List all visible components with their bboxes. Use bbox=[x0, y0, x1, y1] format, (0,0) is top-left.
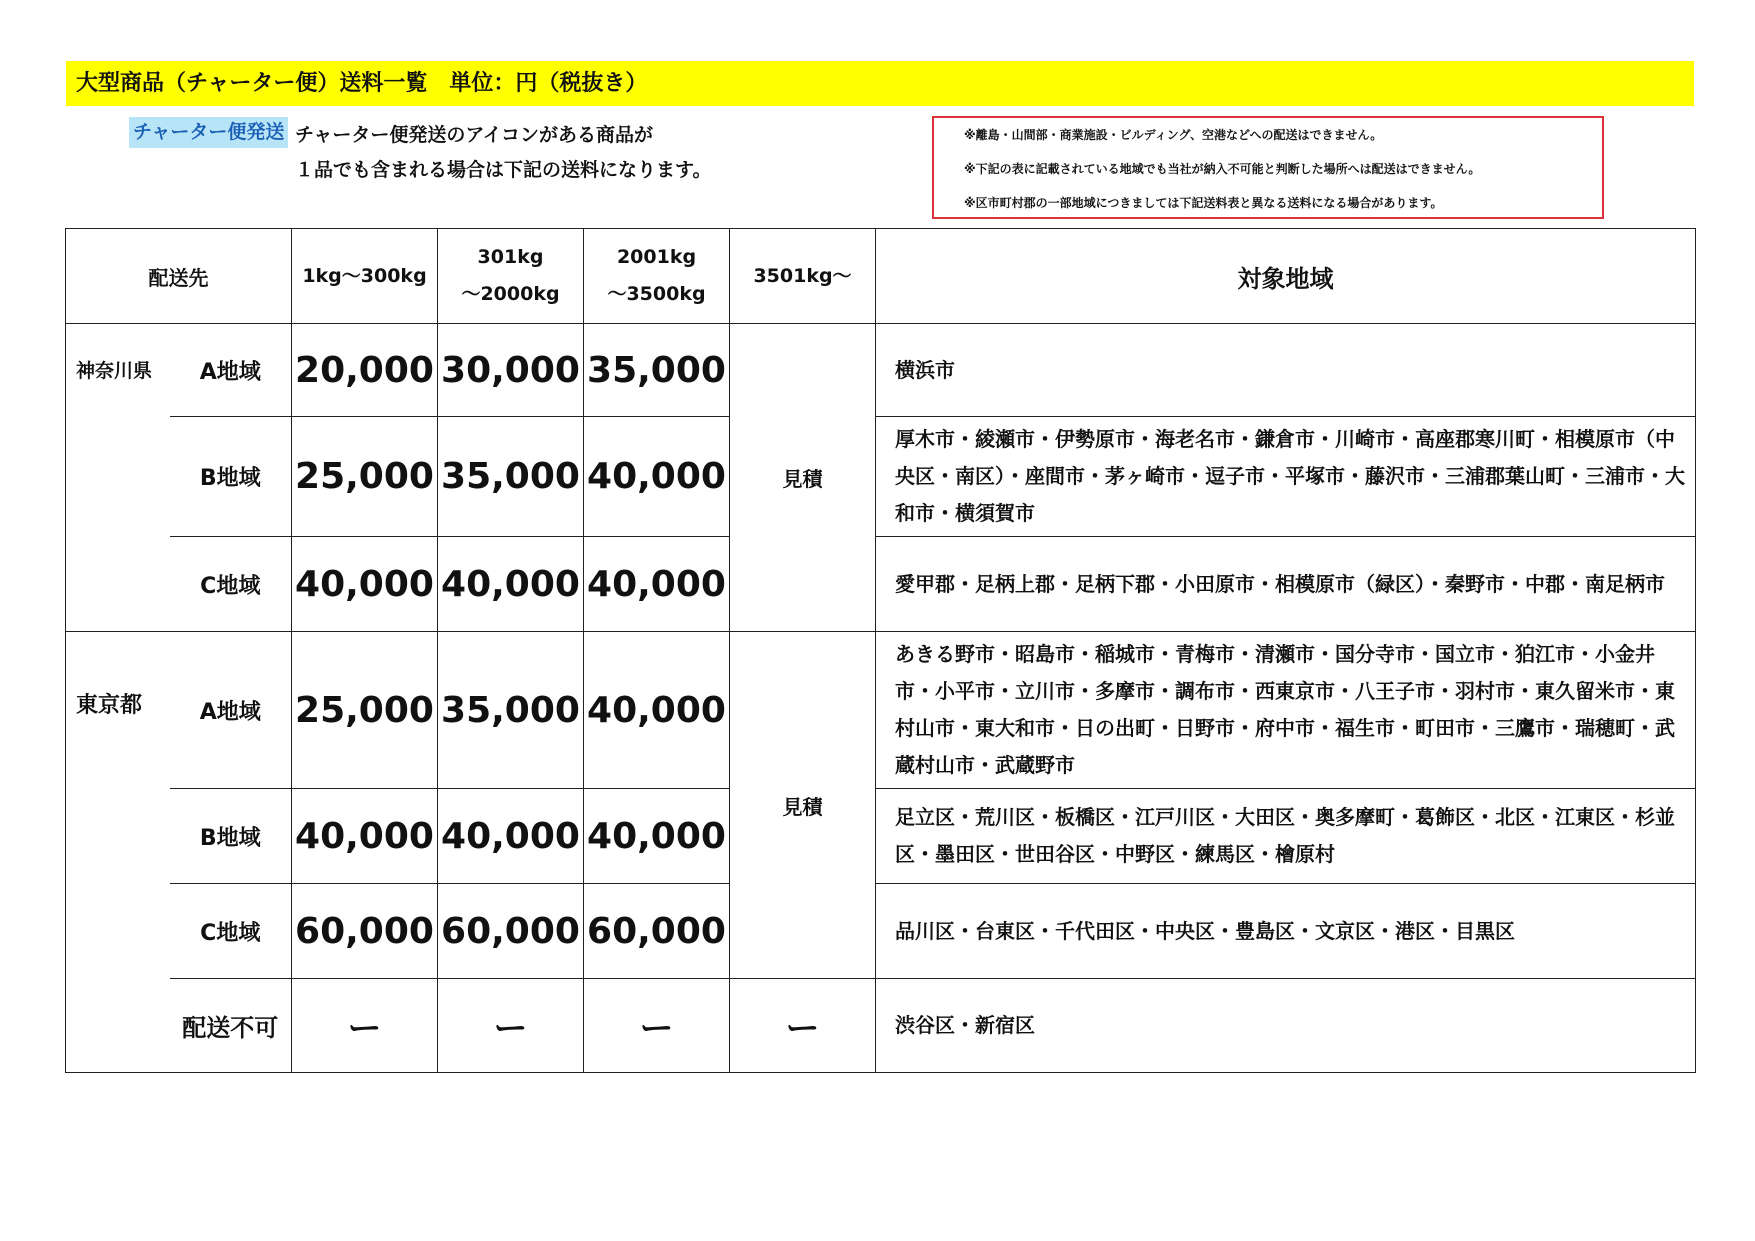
notice-item: ※区市町村郡の一部地域につきましては下記送料表と異なる送料になる場合があります。 bbox=[964, 196, 1443, 210]
target-areas: 品川区・台東区・千代田区・中央区・豊島区・文京区・港区・目黒区 bbox=[876, 884, 1696, 979]
region-label: C地域 bbox=[170, 884, 292, 979]
notice-item: ※下記の表に記載されている地域でも当社が納入不可能と判断した場所へは配送はできません。 bbox=[964, 162, 1481, 176]
prefecture-kanagawa: 神奈川県 bbox=[66, 324, 170, 632]
table-row bbox=[66, 789, 1696, 884]
region-label: 配送不可 bbox=[170, 979, 292, 1073]
price-cell: 40,000 bbox=[292, 789, 438, 884]
region-label: B地域 bbox=[170, 789, 292, 884]
notice-item: ※離島・山間部・商業施設・ビルディング、空港などへの配送はできません。 bbox=[964, 128, 1383, 142]
price-cell: 35,000 bbox=[438, 632, 584, 789]
price-cell: 40,000 bbox=[438, 789, 584, 884]
quote-cell: 見積 bbox=[730, 324, 876, 632]
price-cell: ー bbox=[438, 979, 584, 1073]
table-row bbox=[66, 979, 1696, 1073]
price-cell: 40,000 bbox=[292, 537, 438, 632]
table-row bbox=[66, 632, 1696, 789]
header-weight-1: 1kg～300kg bbox=[292, 229, 438, 324]
target-areas: 横浜市 bbox=[876, 324, 1696, 417]
price-cell: 40,000 bbox=[584, 537, 730, 632]
table-row bbox=[66, 537, 1696, 632]
price-cell: 40,000 bbox=[584, 632, 730, 789]
header-weight-2: 301kg ～2000kg bbox=[438, 229, 584, 324]
header-areas: 対象地域 bbox=[876, 229, 1696, 324]
header-weight-3: 2001kg ～3500kg bbox=[584, 229, 730, 324]
price-cell: 25,000 bbox=[292, 417, 438, 537]
price-cell: 60,000 bbox=[438, 884, 584, 979]
header-weight-4: 3501kg～ bbox=[730, 229, 876, 324]
intro-line-1: チャーター便発送のアイコンがある商品が bbox=[295, 124, 653, 146]
target-areas: 足立区・荒川区・板橋区・江戸川区・大田区・奥多摩町・葛飾区・北区・江東区・杉並区・墨田区・世田谷区・中野区・練馬区・檜原村 bbox=[876, 789, 1696, 884]
price-cell: 25,000 bbox=[292, 632, 438, 789]
target-areas: 愛甲郡・足柄上郡・足柄下郡・小田原市・相模原市（緑区）・秦野市・中郡・南足柄市 bbox=[876, 537, 1696, 632]
header-destination: 配送先 bbox=[66, 229, 292, 324]
price-cell: 35,000 bbox=[584, 324, 730, 417]
price-cell: 20,000 bbox=[292, 324, 438, 417]
target-areas: 渋谷区・新宿区 bbox=[876, 979, 1696, 1073]
price-cell: 40,000 bbox=[584, 417, 730, 537]
shipping-rate-table bbox=[65, 228, 1696, 1073]
price-cell: 30,000 bbox=[438, 324, 584, 417]
price-cell: ー bbox=[584, 979, 730, 1073]
charter-badge: チャーター便発送 bbox=[129, 117, 288, 148]
intro-line-2: １品でも含まれる場合は下記の送料になります。 bbox=[295, 159, 712, 181]
header-row bbox=[66, 229, 1696, 324]
region-label: A地域 bbox=[170, 324, 292, 417]
price-cell: 60,000 bbox=[584, 884, 730, 979]
target-areas: 厚木市・綾瀬市・伊勢原市・海老名市・鎌倉市・川崎市・高座郡寒川町・相模原市（中央区・南区）・座間市・茅ヶ崎市・逗子市・平塚市・藤沢市・三浦郡葉山町・三浦市・大和市・横須賀市 bbox=[876, 417, 1696, 537]
price-cell: 60,000 bbox=[292, 884, 438, 979]
price-cell: ー bbox=[730, 979, 876, 1073]
price-cell: ー bbox=[292, 979, 438, 1073]
table-row bbox=[66, 884, 1696, 979]
notice-box bbox=[932, 116, 1604, 219]
prefecture-tokyo: 東京都 bbox=[66, 632, 170, 1073]
price-cell: 40,000 bbox=[438, 537, 584, 632]
table-row bbox=[66, 324, 1696, 417]
target-areas: あきる野市・昭島市・稲城市・青梅市・清瀬市・国分寺市・国立市・狛江市・小金井市・小平市・立川市・多摩市・調布市・西東京市・八王子市・羽村市・東久留米市・東村山市・東大和市・日の出町・日野市・府中市・福生市・町田市・三鷹市・瑞穂町・武蔵村山市・武蔵野市 bbox=[876, 632, 1696, 789]
price-cell: 40,000 bbox=[584, 789, 730, 884]
region-label: B地域 bbox=[170, 417, 292, 537]
table-row bbox=[66, 417, 1696, 537]
price-cell: 35,000 bbox=[438, 417, 584, 537]
page-title: 大型商品（チャーター便）送料一覧 単位：円（税抜き） bbox=[66, 61, 1694, 106]
region-label: C地域 bbox=[170, 537, 292, 632]
region-label: A地域 bbox=[170, 632, 292, 789]
quote-cell: 見積 bbox=[730, 632, 876, 979]
